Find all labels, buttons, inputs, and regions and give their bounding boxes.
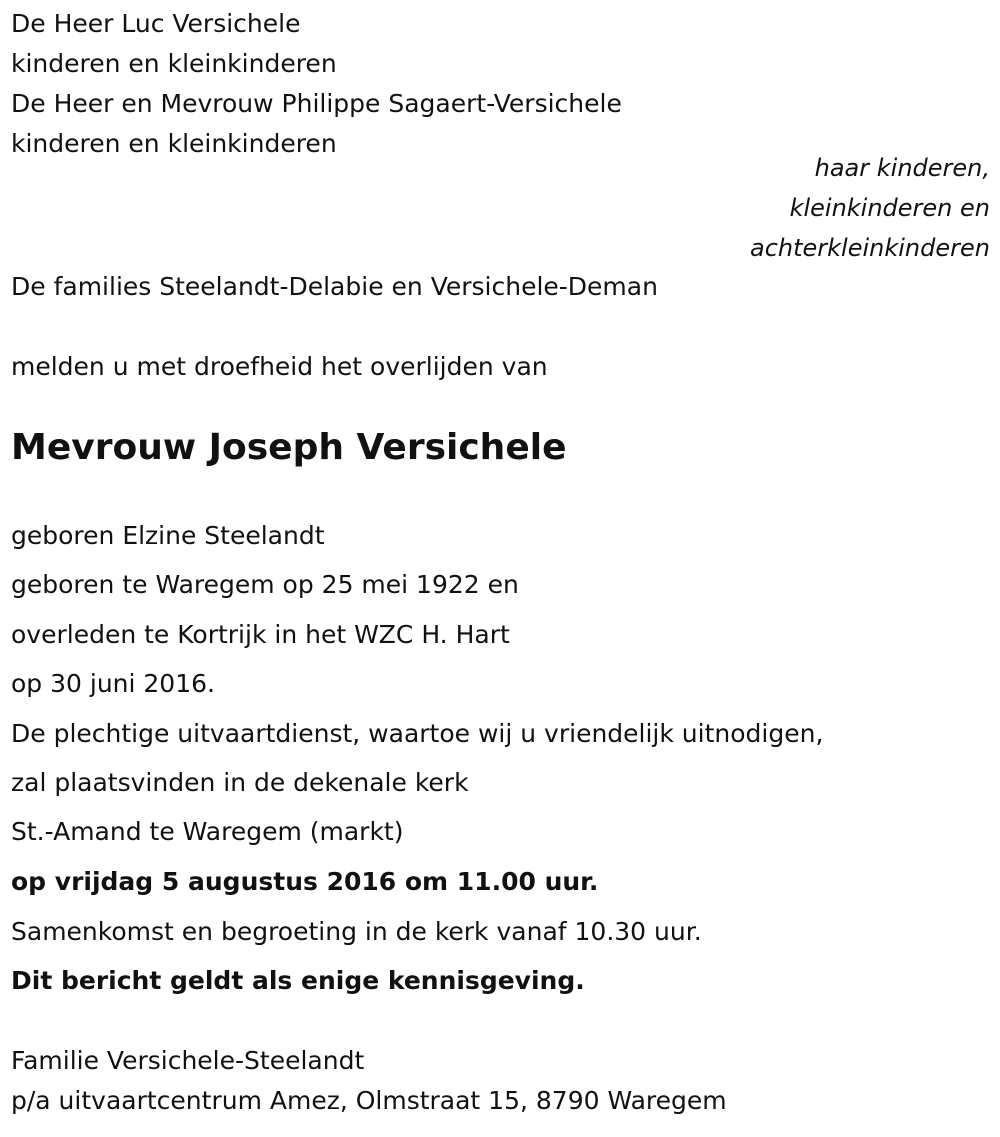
detail-line-7: St.-Amand te Waregem (markt) (11, 817, 404, 846)
header-line-1: De Heer Luc Versichele (11, 9, 301, 38)
detail-line-1: geboren Elzine Steelandt (11, 521, 325, 550)
detail-line-5: De plechtige uitvaartdienst, waartoe wij u vriendelijk uitnodigen, (11, 719, 824, 748)
right-line-3: achterkleinkinderen (750, 234, 990, 262)
detail-line-4: op 30 juni 2016. (11, 669, 215, 698)
right-line-2: kleinkinderen en (789, 194, 990, 222)
detail-line-10: Dit bericht geldt als enige kennisgeving. (11, 966, 585, 995)
detail-line-2: geboren te Waregem op 25 mei 1922 en (11, 570, 519, 599)
detail-line-8: op vrijdag 5 augustus 2016 om 11.00 uur. (11, 867, 599, 896)
announcement-line: melden u met droefheid het overlijden van (11, 352, 548, 381)
header-line-3: De Heer en Mevrouw Philippe Sagaert-Versichele (11, 89, 622, 118)
header-line-2: kinderen en kleinkinderen (11, 49, 337, 78)
families-line: De families Steelandt-Delabie en Versichele-Deman (11, 272, 658, 301)
footer-line-2: p/a uitvaartcentrum Amez, Olmstraat 15, 8790 Waregem (11, 1086, 727, 1115)
footer-line-1: Familie Versichele-Steelandt (11, 1046, 365, 1075)
right-line-1: haar kinderen, (814, 154, 990, 182)
detail-line-6: zal plaatsvinden in de dekenale kerk (11, 768, 469, 797)
detail-line-3: overleden te Kortrijk in het WZC H. Hart (11, 620, 510, 649)
detail-line-9: Samenkomst en begroeting in de kerk vanaf 10.30 uur. (11, 917, 702, 946)
header-line-4: kinderen en kleinkinderen (11, 129, 337, 158)
deceased-name: Mevrouw Joseph Versichele (11, 427, 567, 468)
